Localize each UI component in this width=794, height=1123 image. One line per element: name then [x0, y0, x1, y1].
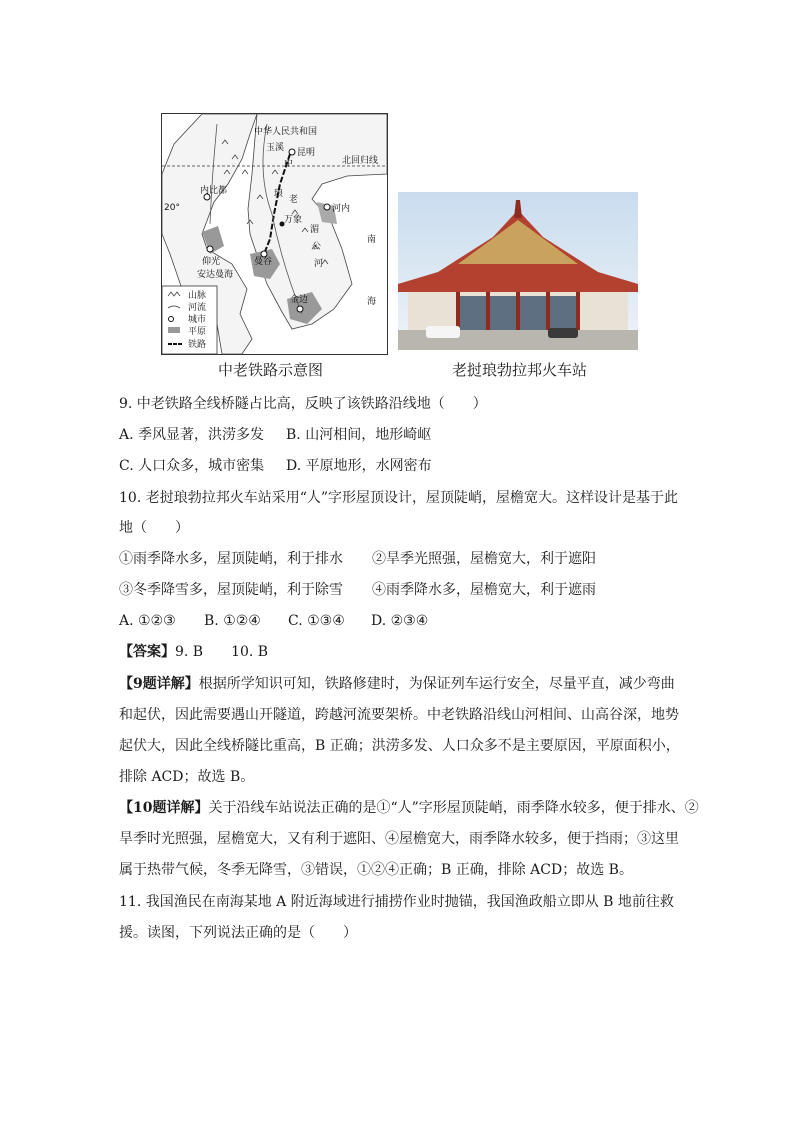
label-phnompenh: 金边: [290, 295, 309, 305]
label-hanoi: 河内: [332, 204, 351, 214]
q10-option-d: D. ②③④: [371, 613, 429, 629]
legend-label-railway: 铁路: [188, 340, 207, 350]
city-yangon: [207, 246, 213, 252]
label-luang: 琅: [274, 189, 284, 199]
label-mekong-1: 湄: [310, 225, 320, 235]
q9-option-d: D. 平原地形，水网密布: [286, 458, 432, 474]
label-yuxi: 玉溪: [266, 143, 285, 153]
q9-stem: 9. 中老铁路全线桥隧占比高，反映了该铁路沿线地（ ）: [119, 396, 487, 412]
q9-option-a: A. 季风显著，洪涝多发: [119, 427, 265, 443]
label-tropic: 北回归线: [342, 156, 379, 166]
q11-line-2: 援。读图，下列说法正确的是（ ）: [119, 925, 357, 941]
legend-label-city: 城市: [188, 315, 207, 325]
analysis9-text-1: 根据所学知识可知，铁路修建时，为保证列车运行安全，尽量平直，减少弯曲: [198, 676, 675, 692]
city-phnompenh: [297, 306, 303, 312]
analysis9-line-1: [119, 674, 675, 694]
q10-item-1: ①雨季降水多，屋顶陡峭，利于排水: [119, 551, 343, 567]
label-south: 南: [367, 235, 377, 245]
label-country: 中华人民共和国: [254, 127, 318, 137]
q10-item-3: ③冬季降雪多，屋顶陡峭，利于除雪: [119, 582, 343, 598]
q10-item-4: ④雨季降水多，屋檐宽大，利于遮雨: [372, 582, 596, 598]
q10-stem-2: 地（ ）: [119, 520, 189, 536]
map-caption: 中老铁路示意图: [218, 361, 324, 379]
answer-line: [119, 642, 268, 662]
label-lat20: 20°: [164, 203, 180, 213]
analysis9-tag: 【9题详解】: [119, 676, 199, 692]
city-kunming: [289, 149, 295, 155]
legend-label-plain: 平原: [188, 327, 207, 337]
q10-option-c: C. ①③④: [288, 613, 345, 629]
car-white: [426, 326, 460, 338]
analysis10-line-3: 属于热带气候，冬季无降雪，③错误，①②④正确；B 正确，排除 ACD；故选 B。: [119, 862, 633, 878]
railway-map-svg: [162, 114, 387, 354]
analysis9-line-4: 排除 ACD；故选 B。: [119, 769, 255, 785]
label-bangkok: 曼谷: [254, 257, 273, 267]
legend-plain-icon: [168, 327, 180, 333]
label-mekong-3: 河: [314, 259, 324, 269]
analysis9-line-2: 和起伏，因此需要遇山开隧道，跨越河流要架桥。中老铁路沿线山河相间、山高谷深，地势: [119, 707, 679, 723]
label-sea: 海: [367, 297, 377, 307]
answer-tag: 【答案】: [119, 644, 175, 660]
q9-option-c: C. 人口众多，城市密集: [119, 458, 265, 474]
q10-option-a: A. ①②③: [119, 613, 176, 629]
legend-city-icon: [169, 317, 174, 322]
label-andaman: 安达曼海: [197, 270, 234, 280]
analysis10-tag: 【10题详解】: [119, 800, 209, 816]
station-photo: [398, 192, 638, 350]
label-lao: 老: [289, 195, 299, 205]
q9-option-b: B. 山河相间，地形崎岖: [286, 427, 432, 443]
city-hanoi: [324, 204, 330, 210]
photo-caption: 老挝琅勃拉邦火车站: [452, 361, 588, 379]
station-photo-svg: [398, 192, 638, 350]
label-china-short: 中: [284, 159, 294, 169]
analysis10-line-2: 旱季时光照强，屋檐宽大，又有利于遮阳、④屋檐宽大，雨季降水较多，便于挡雨；③这里: [119, 831, 679, 847]
label-vientiane: 万象: [284, 215, 303, 225]
label-mekong-2: 公: [312, 242, 322, 252]
q10-stem-1: 10. 老挝琅勃拉邦火车站采用“人”字形屋顶设计，屋顶陡峭，屋檐宽大。这样设计是基于此: [119, 490, 679, 506]
car-dark: [548, 328, 578, 338]
legend-label-mountain: 山脉: [188, 291, 207, 301]
label-kunming: 昆明: [297, 148, 316, 158]
q10-item-2: ②旱季光照强，屋檐宽大，利于遮阳: [372, 551, 596, 567]
label-naypyidaw: 内比都: [200, 186, 228, 196]
analysis10-text-1: 关于沿线车站说法正确的是①“人”字形屋顶陡峭，雨季降水较多，便于排水、②: [208, 800, 699, 816]
legend-label-river: 河流: [188, 303, 207, 313]
label-yangon: 仰光: [202, 257, 221, 267]
analysis9-line-3: 起伏大，因此全线桥隧比重高，B 正确；洪涝多发、人口众多不是主要原因，平原面积小，: [119, 738, 680, 754]
analysis10-line-1: [119, 798, 699, 818]
railway-map: [161, 113, 388, 355]
q10-option-b: B. ①②④: [204, 613, 261, 629]
answer-text: 9. B 10. B: [175, 644, 269, 660]
q11-line-1: 11. 我国渔民在南海某地 A 附近海域进行捕捞作业时抛锚，我国渔政船立即从 B 地前往救: [119, 894, 674, 910]
